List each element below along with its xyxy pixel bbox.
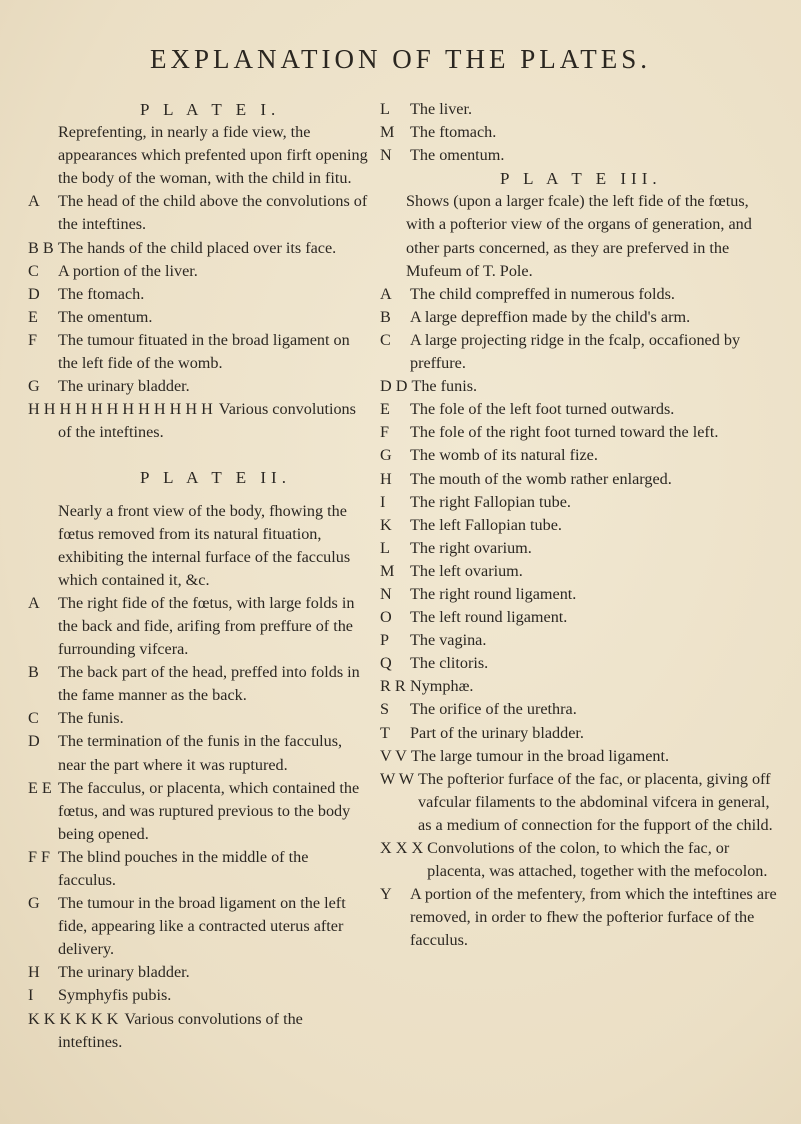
legend-entry xyxy=(380,883,778,952)
plate-2-title: P L A T E II. xyxy=(140,468,291,488)
legend-text: The mouth of the womb rather enlarged. xyxy=(410,469,672,488)
legend-key: G xyxy=(380,446,392,465)
legend-entry xyxy=(28,283,368,306)
legend-key: P xyxy=(380,631,390,650)
legend-entry xyxy=(28,592,368,661)
legend-text: The orifice of the urethra. xyxy=(410,700,577,719)
legend-text: The large tumour in the broad ligament. xyxy=(410,746,670,765)
legend-text: Nymphæ. xyxy=(410,677,474,696)
plate-1-title: P L A T E I. xyxy=(140,100,281,119)
legend-text: The womb of its natural fize. xyxy=(410,446,598,465)
legend-text: A portion of the mefentery, from which the inteftines are removed, in order to fhew the pofterior furface of the facculus. xyxy=(410,885,777,950)
legend-key: X X X xyxy=(380,839,424,857)
legend-entry xyxy=(28,398,368,444)
legend-text: The funis. xyxy=(411,377,478,396)
legend-text: The right Fallopian tube. xyxy=(410,492,571,511)
legend-key: C xyxy=(380,330,391,349)
legend-entry xyxy=(28,375,368,398)
legend-key: Y xyxy=(380,885,392,904)
legend-text: The blind pouches in the middle of the facculus. xyxy=(58,847,309,889)
legend-text: The fole of the left foot turned outwards. xyxy=(410,400,675,419)
legend-text: The fole of the right foot turned toward the left. xyxy=(410,423,719,442)
legend-entry xyxy=(380,514,778,537)
legend-entry xyxy=(380,698,778,721)
legend-entry xyxy=(380,144,778,167)
legend-key: A xyxy=(28,593,40,612)
legend-key: I xyxy=(28,986,34,1005)
legend-text: Convolutions of the colon, to which the fac, or placenta, was attached, together with the mefocolon. xyxy=(427,839,768,881)
legend-entry xyxy=(28,984,368,1007)
legend-key: T xyxy=(380,723,390,742)
legend-text: The back part of the head, preffed into folds in the fame manner as the back. xyxy=(58,663,360,705)
legend-entry xyxy=(28,707,368,730)
legend-entry xyxy=(380,768,778,837)
legend-key: L xyxy=(380,100,390,118)
legend-key: A xyxy=(380,284,392,303)
plate-2-description: Nearly a front view of the body, fhowing the fœtus removed from its natural fituation, exhibiting the internal furface of the facculus which contained it, &c. xyxy=(58,501,351,589)
legend-key: W W xyxy=(380,769,415,788)
legend-entry xyxy=(380,583,778,606)
legend-text: The left Fallopian tube. xyxy=(410,515,562,534)
legend-text: The urinary bladder. xyxy=(58,377,190,396)
legend-key: N xyxy=(380,584,392,603)
legend-entry xyxy=(380,306,778,329)
plate-2-entries xyxy=(28,592,368,1054)
legend-key: D xyxy=(28,732,40,751)
legend-entry xyxy=(380,837,778,883)
legend-key: C xyxy=(28,261,39,280)
legend-entry xyxy=(28,306,368,329)
legend-entry xyxy=(380,421,778,444)
legend-entry xyxy=(380,283,778,306)
legend-key: B B xyxy=(28,238,54,257)
legend-text: The ftomach. xyxy=(410,123,497,142)
legend-entry xyxy=(380,722,778,745)
legend-key: B xyxy=(380,307,391,326)
legend-text: Part of the urinary bladder. xyxy=(410,723,584,742)
legend-entry xyxy=(380,398,778,421)
legend-entry xyxy=(380,491,778,514)
legend-text: The termination of the funis in the facculus, near the part where it was ruptured. xyxy=(58,732,343,774)
legend-entry xyxy=(28,1008,368,1054)
plate-3-entries xyxy=(380,283,778,953)
legend-text: The clitoris. xyxy=(410,654,489,673)
legend-key: S xyxy=(380,700,390,719)
legend-key: B xyxy=(28,663,39,682)
legend-entry xyxy=(28,846,368,892)
legend-text: The head of the child above the convolutions of the inteftines. xyxy=(58,192,368,234)
legend-text: The child compreffed in numerous folds. xyxy=(410,284,675,303)
page-header: EXPLANATION OF THE PLATES. xyxy=(149,44,651,74)
legend-entry xyxy=(28,961,368,984)
legend-key: V V xyxy=(380,746,407,765)
legend-text: The pofterior furface of the fac, or placenta, giving off vafcular filaments to the abdominal vifcera in general, as a medium of connection for the fupport of the child. xyxy=(418,769,773,834)
legend-key: G xyxy=(28,894,40,913)
legend-entry xyxy=(380,98,778,121)
legend-text: The omentum. xyxy=(58,307,153,326)
legend-key: D xyxy=(28,284,40,303)
legend-key: K K K K K K xyxy=(28,1009,119,1028)
right-column xyxy=(380,98,778,952)
legend-entry xyxy=(380,745,778,768)
left-column xyxy=(28,98,368,1054)
legend-entry xyxy=(28,329,368,375)
legend-key: H xyxy=(380,469,392,488)
legend-text: Various convolutions of the inteftines. xyxy=(58,400,356,442)
legend-entry xyxy=(380,652,778,675)
legend-key: M xyxy=(380,123,395,142)
legend-key: C xyxy=(28,709,39,728)
legend-text: Various convolutions of the inteftines. xyxy=(58,1009,303,1051)
legend-entry xyxy=(28,661,368,707)
legend-text: The hands of the child placed over its face. xyxy=(58,238,337,257)
legend-key: H H H H H H H H H H H H xyxy=(28,400,213,419)
legend-text: The tumour fituated in the broad ligament on the left fide of the womb. xyxy=(58,330,350,373)
legend-text: The left round ligament. xyxy=(410,608,568,627)
legend-text: The vagina. xyxy=(410,631,487,650)
legend-key: F xyxy=(28,330,38,349)
legend-key: E xyxy=(380,400,390,419)
legend-key: R R xyxy=(380,677,406,696)
legend-key: F F xyxy=(28,847,51,866)
legend-key: L xyxy=(380,538,390,557)
legend-entry xyxy=(380,537,778,560)
legend-text: A portion of the liver. xyxy=(58,261,198,280)
plate-3-description: Shows (upon a larger fcale) the left fide of the fœtus, with a pofterior view of the organs of generation, and other parts concerned, as they are preferved in the Mufeum of T. Pole. xyxy=(406,192,752,280)
legend-text: The funis. xyxy=(58,709,124,728)
legend-entry xyxy=(380,560,778,583)
legend-text: The left ovarium. xyxy=(410,561,523,580)
legend-text: The urinary bladder. xyxy=(58,963,190,982)
legend-key: Q xyxy=(380,654,392,673)
legend-entry xyxy=(28,730,368,776)
legend-key: E E xyxy=(28,778,52,797)
legend-entry xyxy=(380,675,778,698)
legend-entry xyxy=(380,629,778,652)
legend-text: Symphyfis pubis. xyxy=(58,986,172,1005)
legend-entry xyxy=(380,606,778,629)
legend-key: N xyxy=(380,146,392,165)
legend-text: The liver. xyxy=(410,100,473,118)
legend-entry xyxy=(28,777,368,846)
legend-entry xyxy=(380,329,778,375)
legend-entry xyxy=(380,468,778,491)
legend-entry xyxy=(380,121,778,144)
legend-key: F xyxy=(380,423,390,442)
legend-key: O xyxy=(380,608,392,627)
legend-entry xyxy=(28,260,368,283)
legend-text: The right ovarium. xyxy=(410,538,532,557)
legend-entry xyxy=(28,892,368,961)
legend-entry xyxy=(380,375,778,398)
legend-key: M xyxy=(380,561,395,580)
plate-1-continued-entries xyxy=(380,98,778,167)
legend-key: H xyxy=(28,963,40,982)
legend-key: K xyxy=(380,515,392,534)
legend-key: G xyxy=(28,377,40,396)
plate-3-title: P L A T E III. xyxy=(500,169,662,189)
legend-text: The ftomach. xyxy=(58,284,145,303)
legend-text: The right round ligament. xyxy=(410,584,577,603)
legend-key: D D xyxy=(380,377,408,396)
legend-key: E xyxy=(28,307,38,326)
legend-key: A xyxy=(28,192,40,211)
legend-text: The right fide of the fœtus, with large folds in the back and fide, arifing from preffure of the furrounding vifcera. xyxy=(58,593,355,659)
legend-text: The tumour in the broad ligament on the left fide, appearing like a contracted uterus after delivery. xyxy=(58,894,346,959)
legend-text: The facculus, or placenta, which contained the fœtus, and was ruptured previous to the body being opened. xyxy=(58,778,360,843)
legend-entry xyxy=(380,444,778,467)
legend-entry xyxy=(28,237,368,260)
legend-key: I xyxy=(380,492,386,511)
legend-text: The omentum. xyxy=(410,146,505,165)
legend-text: A large projecting ridge in the fcalp, occafioned by preffure. xyxy=(410,330,741,373)
legend-entry xyxy=(28,190,368,236)
legend-text: A large depreffion made by the child's arm. xyxy=(410,307,691,326)
plate-1-description: Reprefenting, in nearly a fide view, the appearances which prefented upon firft opening the body of the woman, with the child in fitu. xyxy=(58,123,368,188)
plate-1-entries xyxy=(28,190,368,444)
